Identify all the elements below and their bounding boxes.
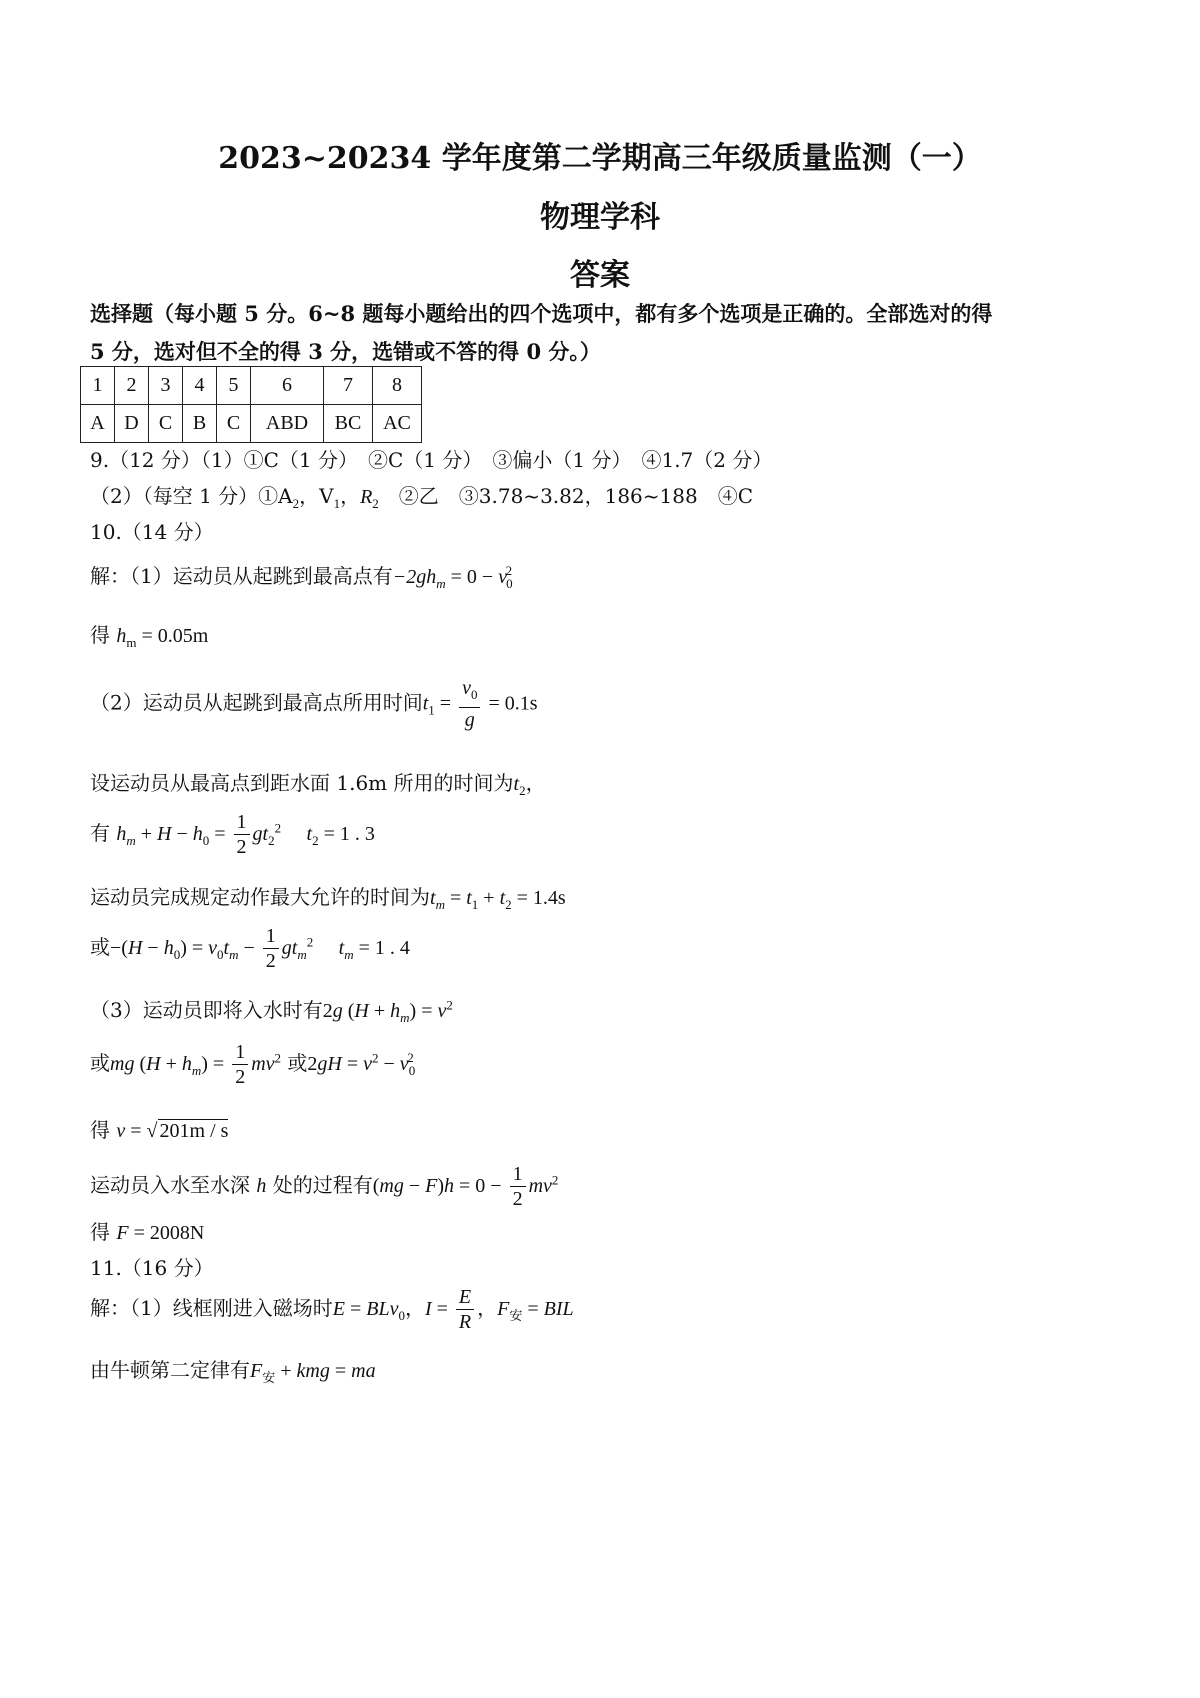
q11-header: 11.（16 分） bbox=[90, 1256, 214, 1280]
choice-intro-line1: 选择题（每小题 5 分。6~8 题每小题给出的四个选项中，都有多个选项是正确的。全部选对的得 bbox=[90, 301, 993, 326]
q9-line1: 9.（12 分）（1）①C（1 分） ②C（1 分） ③偏小（1 分） ④1.7（2 分） bbox=[90, 448, 773, 472]
table-cell: A bbox=[81, 405, 115, 443]
table-cell: ABD bbox=[251, 405, 324, 443]
q10-line10: 得 v = √ 201m / s bbox=[90, 1118, 229, 1142]
table-cell: 8 bbox=[373, 367, 422, 405]
q10-line2: 得 $h_m = 0.05m$ bbox=[90, 623, 209, 650]
table-cell: 7 bbox=[324, 367, 373, 405]
q10-line1: 解：（1）运动员从起跳到最高点有$-2gh_m = 0 - v_0^2$ bbox=[90, 563, 513, 591]
page-title: 2023~20234 学年度第二学期高三年级质量监测（一） bbox=[218, 141, 982, 176]
table-cell: 1 bbox=[81, 367, 115, 405]
q10-header: 10.（14 分） bbox=[90, 520, 214, 544]
table-cell: 4 bbox=[183, 367, 217, 405]
q10-line7: 或$-(H - h_0) = v_0t_m$ − $\frac{1}{2}$ $gt_m^2$ $t_m = 1$ . 4 bbox=[90, 925, 410, 972]
q10-line12: 得 F = 2008N bbox=[90, 1220, 205, 1244]
answer-table bbox=[80, 366, 422, 443]
q10-line3: （2）运动员从起跳到最高点所用时间$t_1$ = $\frac{v_0}{g}$ = 0.1s bbox=[90, 677, 538, 731]
q10-line9: 或mg $(H + h_m)$ = $\frac{1}{2}$ $mv^2$ 或$2gH = v^2 - v_0^2$ bbox=[90, 1041, 416, 1088]
q10-line8: （3）运动员即将入水时有2g $(H + h_m) = v^2$ bbox=[90, 997, 453, 1025]
subject-title: 物理学科 bbox=[540, 200, 660, 235]
choice-intro-line2: 5 分，选对但不全的得 3 分，选错或不答的得 0 分。） bbox=[90, 339, 601, 364]
table-cell: D bbox=[115, 405, 149, 443]
table-cell: C bbox=[217, 405, 251, 443]
table-cell: B bbox=[183, 405, 217, 443]
q10-line4: 设运动员从最高点到距水面 1.6m 所用的时间为$t_2$， bbox=[90, 771, 546, 798]
table-cell: 5 bbox=[217, 367, 251, 405]
q11-line2: 由牛顿第二定律有$F_安$ + kmg = ma bbox=[90, 1358, 376, 1386]
table-cell: C bbox=[149, 405, 183, 443]
table-cell: BC bbox=[324, 405, 373, 443]
q11-line1: 解：（1）线框刚进入磁场时E = BLv$_0$，I = $\frac{E}{R}$ ，$F_安$ = BIL bbox=[90, 1286, 574, 1333]
q9-line2: （2）（每空 1 分）$①A_2$，$V_1$，$R_2$ ②乙 ③3.78~3.82，186~188 ④C bbox=[90, 484, 754, 511]
q10-line6: 运动员完成规定动作最大允许的时间为$t_m = t_1 + t_2 = 1.4s$ bbox=[90, 885, 566, 912]
table-cell: 3 bbox=[149, 367, 183, 405]
answer-table-number-row bbox=[81, 367, 422, 405]
table-cell: 6 bbox=[251, 367, 324, 405]
answer-table-answer-row bbox=[81, 405, 422, 443]
q10-line5: 有 $h_m + H - h_0$ = $\frac{1}{2}$ $gt_2^2$ $t_2 = 1$ . 3 bbox=[90, 811, 375, 858]
q10-line11: 运动员入水至水深 h 处的过程有(mg − F)h = 0 − $\frac{1}{2}$ $mv^2$ bbox=[90, 1163, 559, 1210]
table-cell: AC bbox=[373, 405, 422, 443]
table-cell: 2 bbox=[115, 367, 149, 405]
answer-title: 答案 bbox=[570, 258, 630, 293]
